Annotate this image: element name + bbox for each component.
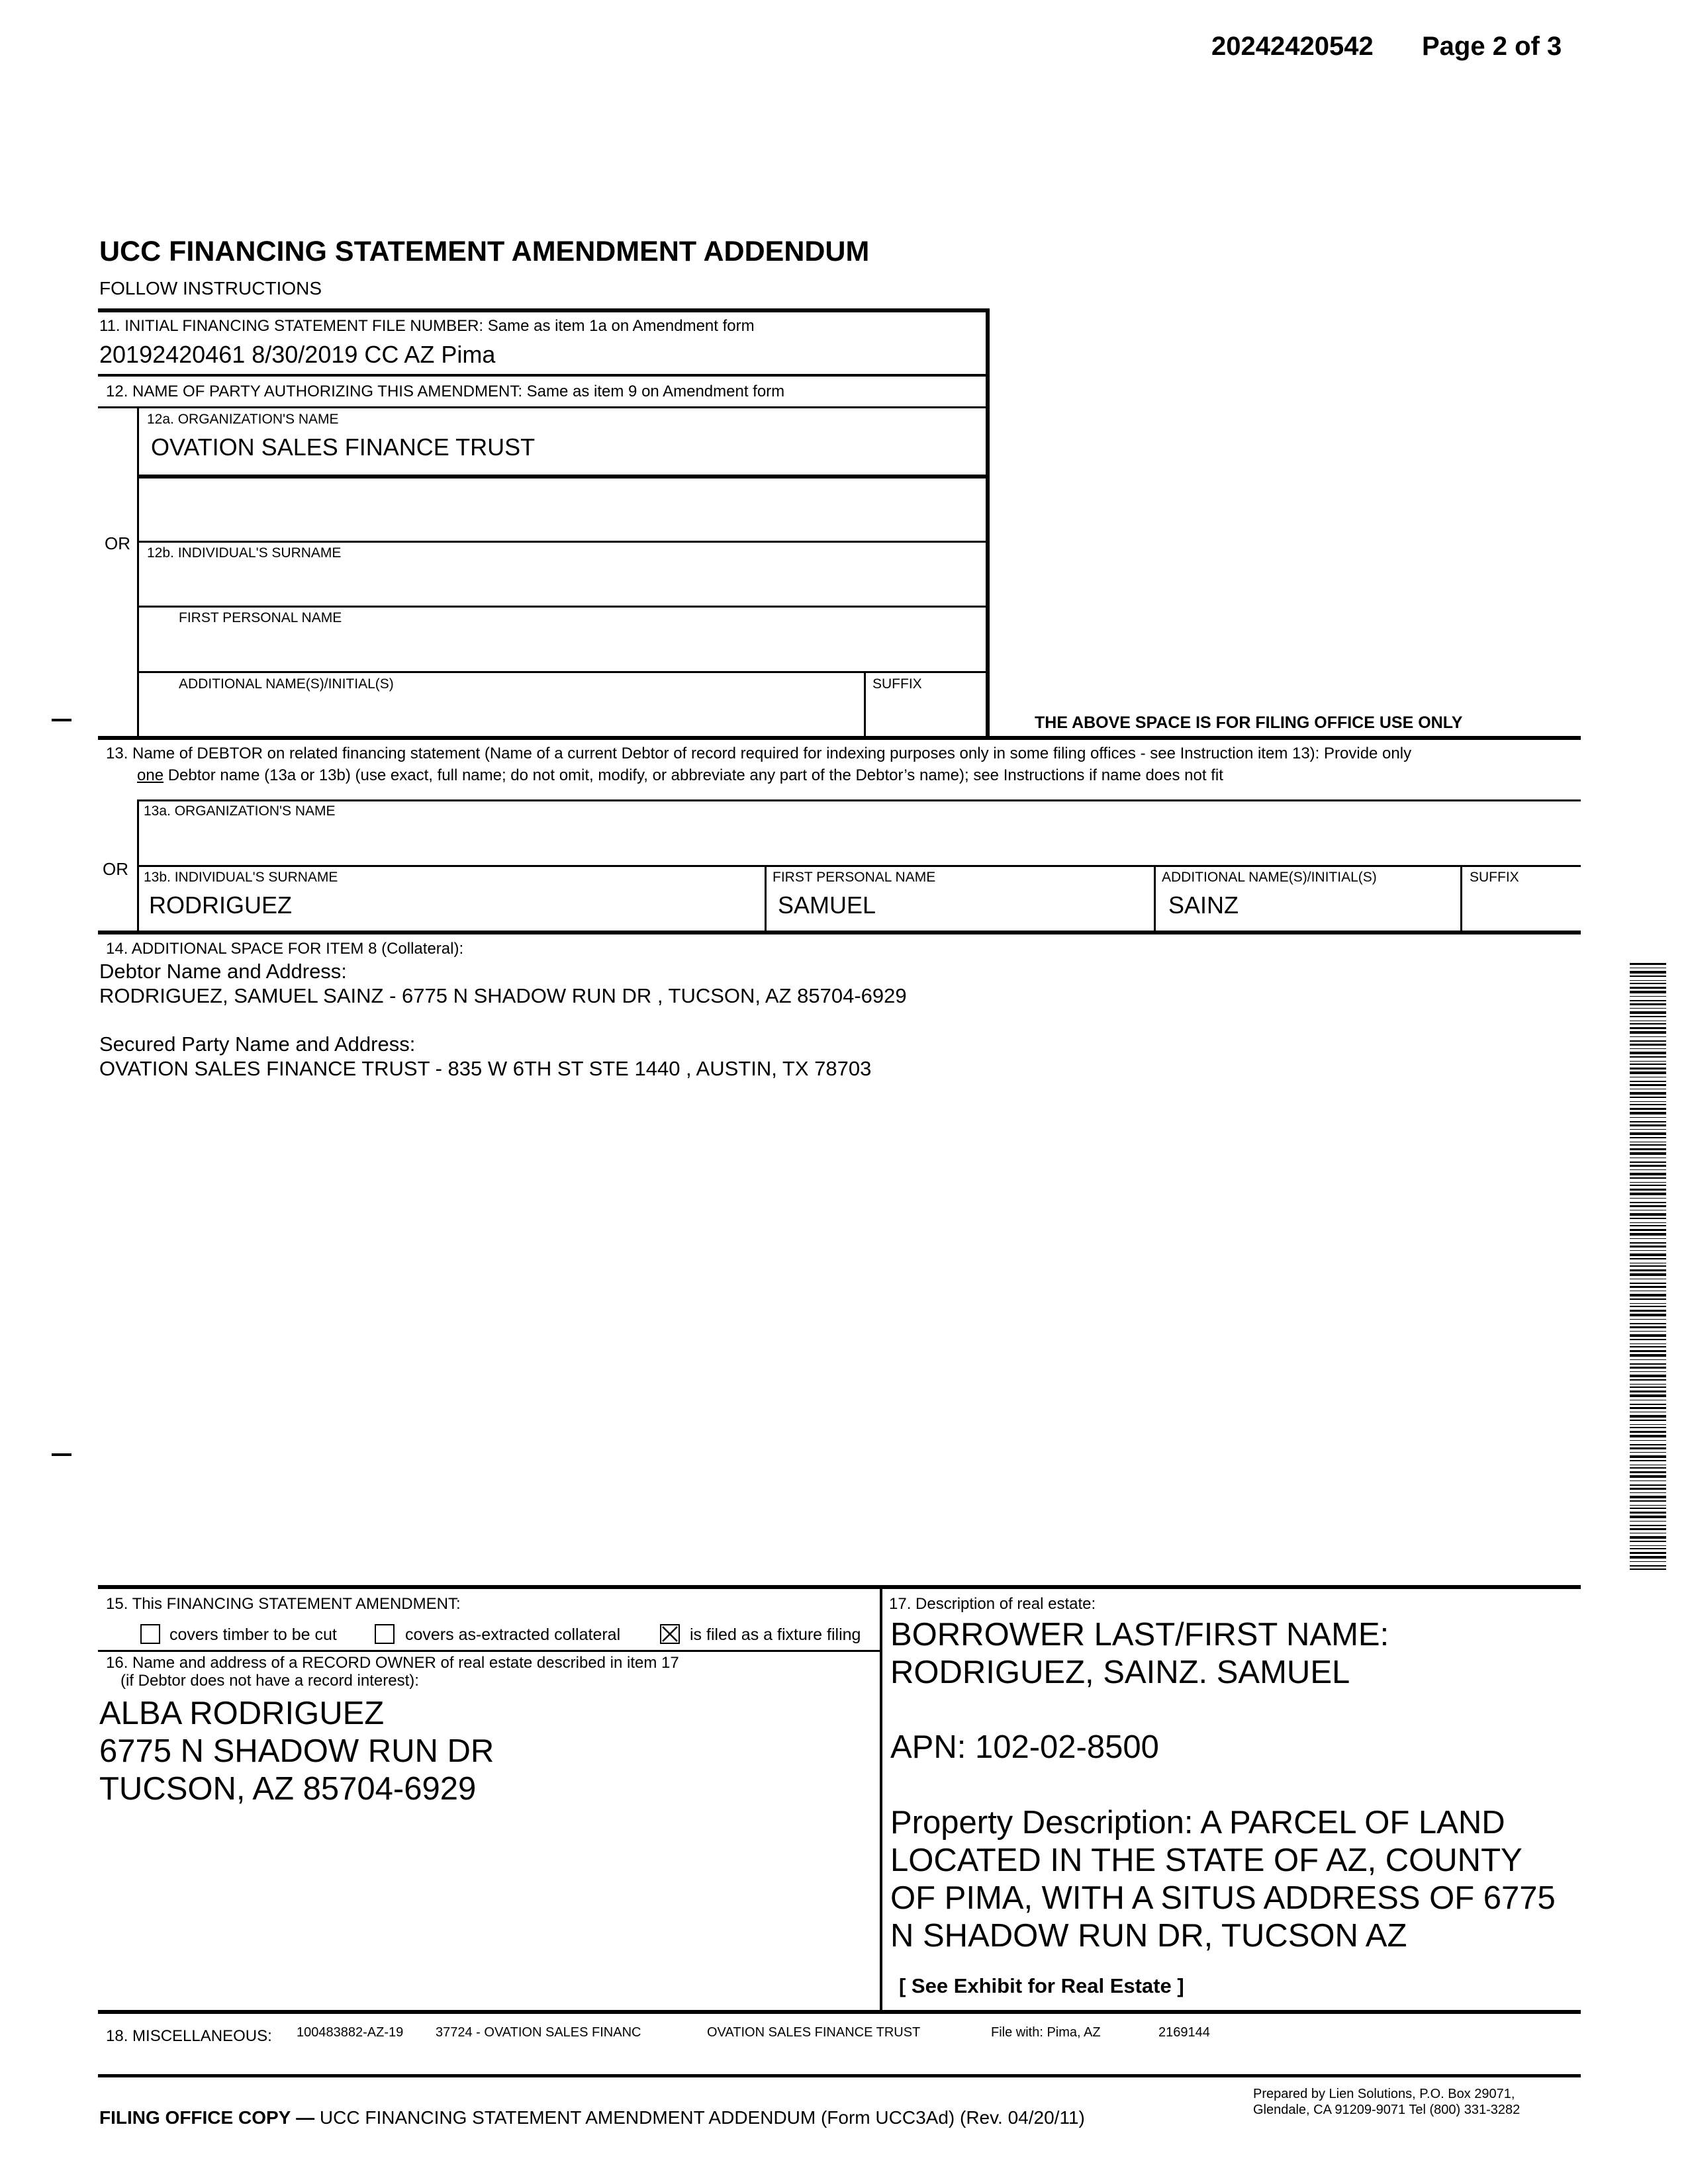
- barcode-bar: [1630, 1500, 1666, 1502]
- barcode-bar: [1630, 1467, 1666, 1469]
- property-desc-line3: OF PIMA, WITH A SITUS ADDRESS OF 6775: [890, 1880, 1556, 1916]
- item13-additional-label: ADDITIONAL NAME(S)/INITIAL(S): [1162, 870, 1377, 885]
- barcode-bar: [1630, 1193, 1666, 1195]
- item13-suffix-label: SUFFIX: [1470, 870, 1519, 885]
- item12-first-label: FIRST PERSONAL NAME: [179, 610, 342, 625]
- barcode-bar: [1630, 1407, 1666, 1409]
- barcode-bar: [1630, 1545, 1666, 1546]
- barcode-bar: [1630, 1129, 1666, 1130]
- barcode-bar: [1630, 1189, 1666, 1191]
- barcode-bar: [1630, 1101, 1666, 1102]
- barcode-bar: [1630, 1044, 1666, 1046]
- barcode-bar: [1630, 1056, 1666, 1058]
- barcode-bar: [1630, 1048, 1666, 1049]
- barcode-bar: [1630, 1173, 1666, 1175]
- page-indicator: Page 2 of 3: [1422, 32, 1562, 61]
- barcode-bar: [1630, 1435, 1666, 1437]
- barcode-bar: [1630, 1471, 1666, 1473]
- barcode-bar: [1630, 1011, 1666, 1014]
- barcode-bar: [1630, 1242, 1666, 1244]
- barcode-bar: [1630, 1169, 1666, 1170]
- barcode-bar: [1630, 1484, 1666, 1486]
- property-desc-line4: N SHADOW RUN DR, TUCSON AZ: [890, 1918, 1407, 1954]
- record-owner-city: TUCSON, AZ 85704-6929: [99, 1771, 477, 1807]
- barcode-bar: [1630, 1505, 1666, 1506]
- footer-dash: —: [296, 2107, 315, 2128]
- barcode-bar: [1630, 1265, 1666, 1267]
- barcode-bar: [1630, 1384, 1666, 1385]
- barcode-bar: [1630, 1036, 1666, 1037]
- barcode-bar: [1630, 1124, 1666, 1126]
- barcode-bar: [1630, 1552, 1666, 1554]
- barcode-bar: [1630, 1346, 1666, 1347]
- barcode-bar: [1630, 1097, 1666, 1098]
- property-desc-line1: Property Description: A PARCEL OF LAND: [890, 1805, 1505, 1841]
- item13-additional-name: SAINZ: [1168, 891, 1239, 919]
- barcode-bar: [1630, 1092, 1666, 1095]
- item13-label-rest: Debtor name (13a or 13b) (use exact, full name; do not omit, modify, or abbreviate any part of the Debtor’s name); see Instructions if name does not fit: [164, 766, 1223, 784]
- barcode-bar: [1630, 1460, 1666, 1461]
- barcode-bar: [1630, 1354, 1666, 1357]
- item13-label-line1: 13. Name of DEBTOR on related financing statement (Name of a current Debtor of record required for indexing purposes only in some filing offices - see Instruction item 13): Provide only: [106, 745, 1412, 762]
- barcode-bar: [1630, 1112, 1666, 1115]
- barcode-bar: [1630, 1512, 1666, 1514]
- barcode-bar: [1630, 1528, 1666, 1530]
- barcode-bar: [1630, 1334, 1666, 1337]
- barcode-bar: [1630, 1536, 1666, 1539]
- item17-label: 17. Description of real estate:: [889, 1595, 1096, 1613]
- record-owner-name: ALBA RODRIGUEZ: [99, 1696, 385, 1731]
- item15-label: 15. This FINANCING STATEMENT AMENDMENT:: [106, 1595, 461, 1613]
- barcode-bar: [1630, 1488, 1666, 1490]
- barcode-bar: [1630, 1521, 1666, 1522]
- barcode-bar: [1630, 1198, 1666, 1199]
- barcode-bar: [1630, 1444, 1666, 1445]
- barcode-bar: [1630, 1452, 1666, 1453]
- item12b-label: 12b. INDIVIDUAL'S SURNAME: [147, 545, 342, 561]
- barcode-bar: [1630, 1132, 1666, 1135]
- barcode-bar: [1630, 1137, 1666, 1138]
- barcode-bar: [1630, 1310, 1666, 1312]
- barcode-bar: [1630, 1144, 1666, 1146]
- item13-first-label: FIRST PERSONAL NAME: [773, 870, 936, 885]
- barcode-bar: [1630, 1496, 1666, 1498]
- barcode-bar: [1630, 1000, 1666, 1001]
- barcode-bar: [1630, 1061, 1666, 1062]
- barcode-bar: [1630, 1238, 1666, 1239]
- barcode-bar: [1630, 1084, 1666, 1086]
- misc-ref: 100483882-AZ-19: [297, 2025, 404, 2040]
- barcode-bar: [1630, 1394, 1666, 1397]
- barcode-bar: [1630, 1363, 1666, 1365]
- file-number: 20242420542: [1211, 32, 1374, 61]
- debtor-address: RODRIGUEZ, SAMUEL SAINZ - 6775 N SHADOW RUN DR , TUCSON, AZ 85704-6929: [99, 984, 907, 1007]
- barcode-bar: [1630, 987, 1666, 989]
- barcode-bar: [1630, 1298, 1666, 1300]
- property-desc-line2: LOCATED IN THE STATE OF AZ, COUNTY: [890, 1843, 1523, 1878]
- record-owner-street: 6775 N SHADOW RUN DR: [99, 1733, 494, 1769]
- item13-label-line2: [137, 766, 1223, 785]
- fixture-option-label: is filed as a fixture filing: [690, 1625, 861, 1644]
- item11-value: 20192420461 8/30/2019 CC AZ Pima: [99, 341, 496, 368]
- timber-option-label: covers timber to be cut: [169, 1625, 337, 1644]
- barcode-bar: [1630, 1016, 1666, 1017]
- barcode-bar: [1630, 1064, 1666, 1065]
- barcode-bar: [1630, 1525, 1666, 1526]
- barcode-bar: [1630, 1326, 1666, 1328]
- barcode-bar: [1630, 1548, 1666, 1549]
- barcode-bar: [1630, 976, 1666, 977]
- barcode-bar: [1630, 971, 1666, 974]
- barcode-bar: [1630, 1273, 1666, 1276]
- item12-suffix-label: SUFFIX: [872, 676, 922, 692]
- secured-heading: Secured Party Name and Address:: [99, 1032, 416, 1056]
- as-extracted-option-label: covers as-extracted collateral: [405, 1625, 621, 1644]
- item12a-label: 12a. ORGANIZATION'S NAME: [147, 412, 339, 427]
- footer-form-line: [99, 2107, 1085, 2128]
- prepared-by-line1: Prepared by Lien Solutions, P.O. Box 29071,: [1253, 2087, 1515, 2101]
- barcode-bar: [1630, 1185, 1666, 1186]
- barcode-bar: [1630, 1371, 1666, 1372]
- barcode-bar: [1630, 1387, 1666, 1388]
- barcode-bar: [1630, 1379, 1666, 1381]
- check-x-icon: [661, 1625, 679, 1643]
- barcode-bar: [1630, 1561, 1666, 1562]
- barcode-bar: [1630, 980, 1666, 981]
- barcode-bar: [1630, 1492, 1666, 1493]
- misc-file-with: File with: Pima, AZ: [991, 2025, 1101, 2040]
- barcode-bar: [1630, 1375, 1666, 1377]
- barcode-bar: [1630, 996, 1666, 997]
- barcode-bar: [1630, 1516, 1666, 1518]
- barcode-bar: [1630, 1431, 1666, 1433]
- barcode-bar: [1630, 1447, 1666, 1449]
- barcode-bar: [1630, 1569, 1666, 1570]
- debtor-heading: Debtor Name and Address:: [99, 960, 347, 983]
- item11-label: 11. INITIAL FINANCING STATEMENT FILE NUMBER: Same as item 1a on Amendment form: [99, 317, 755, 335]
- item18-label: 18. MISCELLANEOUS:: [106, 2027, 272, 2045]
- barcode-bar: [1630, 1229, 1666, 1231]
- borrower-line1: BORROWER LAST/FIRST NAME:: [890, 1617, 1389, 1653]
- barcode-bar: [1630, 1420, 1666, 1421]
- barcode-bar: [1630, 1003, 1666, 1005]
- barcode-bar: [1630, 1148, 1666, 1150]
- barcode-bar: [1630, 1283, 1666, 1284]
- barcode-bar: [1630, 1286, 1666, 1288]
- apn-value: APN: 102-02-8500: [890, 1729, 1159, 1765]
- barcode-bar: [1630, 1222, 1666, 1223]
- barcode-bar: [1630, 1108, 1666, 1110]
- barcode-bar: [1630, 1440, 1666, 1441]
- barcode-bar: [1630, 1023, 1666, 1024]
- form-title: UCC FINANCING STATEMENT AMENDMENT ADDENDUM: [99, 236, 870, 267]
- barcode-bar: [1630, 1455, 1666, 1458]
- exhibit-note: [ See Exhibit for Real Estate ]: [899, 1974, 1184, 1997]
- barcode-bar: [1630, 1367, 1666, 1369]
- item14-label: 14. ADDITIONAL SPACE FOR ITEM 8 (Collateral):: [106, 940, 464, 958]
- filing-office-note: THE ABOVE SPACE IS FOR FILING OFFICE USE ONLY: [1035, 713, 1463, 732]
- barcode-bar: [1630, 1390, 1666, 1392]
- barcode-bar: [1630, 1306, 1666, 1307]
- barcode-bar: [1630, 1081, 1666, 1082]
- barcode-bar: [1630, 1319, 1666, 1320]
- item12-additional-label: ADDITIONAL NAME(S)/INITIAL(S): [179, 676, 394, 692]
- barcode-bar: [1630, 1303, 1666, 1304]
- as-extracted-checkbox[interactable]: [375, 1624, 395, 1644]
- barcode-bar: [1630, 1565, 1666, 1567]
- barcode-bar: [1630, 1339, 1666, 1340]
- barcode-bar: [1630, 1269, 1666, 1271]
- barcode-bar: [1630, 1480, 1666, 1481]
- barcode-bar: [1630, 1068, 1666, 1069]
- item12-label: 12. NAME OF PARTY AUTHORIZING THIS AMENDMENT: Same as item 9 on Amendment form: [106, 383, 785, 400]
- barcode-bar: [1630, 1161, 1666, 1163]
- barcode-bar: [1630, 1314, 1666, 1316]
- filing-office-copy: FILING OFFICE COPY: [99, 2107, 291, 2128]
- item16-label-line1: 16. Name and address of a RECORD OWNER of real estate described in item 17: [106, 1654, 679, 1672]
- barcode-bar: [1630, 1121, 1666, 1122]
- barcode-bar: [1630, 1350, 1666, 1352]
- item13-first-name: SAMUEL: [778, 891, 876, 919]
- barcode-bar: [1630, 1323, 1666, 1324]
- barcode-bar: [1630, 1343, 1666, 1344]
- barcode-bar: [1630, 1008, 1666, 1009]
- secured-address: OVATION SALES FINANCE TRUST - 835 W 6TH ST STE 1440 , AUSTIN, TX 78703: [99, 1057, 872, 1080]
- barcode-bar: [1630, 1427, 1666, 1428]
- misc-code: 37724 - OVATION SALES FINANC: [436, 2025, 641, 2040]
- prepared-by-line2: Glendale, CA 91209-9071 Tel (800) 331-3282: [1253, 2103, 1521, 2117]
- barcode-bar: [1630, 1556, 1666, 1559]
- barcode-bar: [1630, 1475, 1666, 1478]
- timber-checkbox[interactable]: [140, 1624, 160, 1644]
- barcode-bar: [1630, 1052, 1666, 1054]
- barcode-bar: [1630, 1250, 1666, 1251]
- barcode-bar: [1630, 1404, 1666, 1405]
- barcode-bar: [1630, 1205, 1666, 1207]
- barcode-bar: [1630, 1218, 1666, 1219]
- barcode-bar: [1630, 1104, 1666, 1105]
- barcode-bar: [1630, 991, 1666, 993]
- fixture-filing-checkbox[interactable]: [660, 1624, 680, 1644]
- item12a-org-name: OVATION SALES FINANCE TRUST: [151, 433, 536, 461]
- barcode-bar: [1630, 1415, 1666, 1418]
- barcode-bar: [1630, 1225, 1666, 1226]
- item13b-surname: RODRIGUEZ: [149, 891, 292, 919]
- borrower-line2: RODRIGUEZ, SAINZ. SAMUEL: [890, 1655, 1350, 1690]
- item13b-label: 13b. INDIVIDUAL'S SURNAME: [144, 870, 338, 885]
- barcode-bar: [1630, 1331, 1666, 1332]
- follow-instructions: FOLLOW INSTRUCTIONS: [99, 278, 322, 298]
- barcode-bar: [1630, 1177, 1666, 1179]
- footer-form-name: UCC FINANCING STATEMENT AMENDMENT ADDENDUM (Form UCC3Ad) (Rev. 04/20/11): [314, 2107, 1085, 2128]
- barcode-bar: [1630, 1152, 1666, 1155]
- barcode-bar: [1630, 1182, 1666, 1183]
- barcode-bar: [1630, 963, 1666, 965]
- or-label-12: OR: [105, 533, 130, 553]
- misc-party: OVATION SALES FINANCE TRUST: [707, 2025, 921, 2040]
- barcode-bar: [1630, 1165, 1666, 1167]
- barcode-bar: [1630, 1040, 1666, 1042]
- barcode-bar: [1630, 1202, 1666, 1203]
- item13a-label: 13a. ORGANIZATION'S NAME: [144, 803, 336, 819]
- or-label-13: OR: [103, 859, 128, 879]
- barcode-bar: [1630, 1027, 1666, 1029]
- barcode-bar: [1630, 1258, 1666, 1259]
- side-barcode: [1630, 963, 1666, 1570]
- item13-one: one: [137, 766, 164, 784]
- item16-label-line2: (if Debtor does not have a record interest):: [120, 1672, 419, 1690]
- barcode-bar: [1630, 1071, 1666, 1074]
- misc-number: 2169144: [1158, 2025, 1210, 2040]
- barcode-bar: [1630, 1213, 1666, 1216]
- barcode-bar: [1630, 1294, 1666, 1297]
- barcode-bar: [1630, 1253, 1666, 1256]
- barcode-bar: [1630, 1359, 1666, 1360]
- barcode-bar: [1630, 1117, 1666, 1118]
- barcode-bar: [1630, 983, 1666, 984]
- barcode-bar: [1630, 1541, 1666, 1542]
- barcode-bar: [1630, 1233, 1666, 1236]
- barcode-bar: [1630, 1246, 1666, 1248]
- barcode-bar: [1630, 1508, 1666, 1509]
- barcode-bar: [1630, 1031, 1666, 1034]
- barcode-bar: [1630, 1424, 1666, 1425]
